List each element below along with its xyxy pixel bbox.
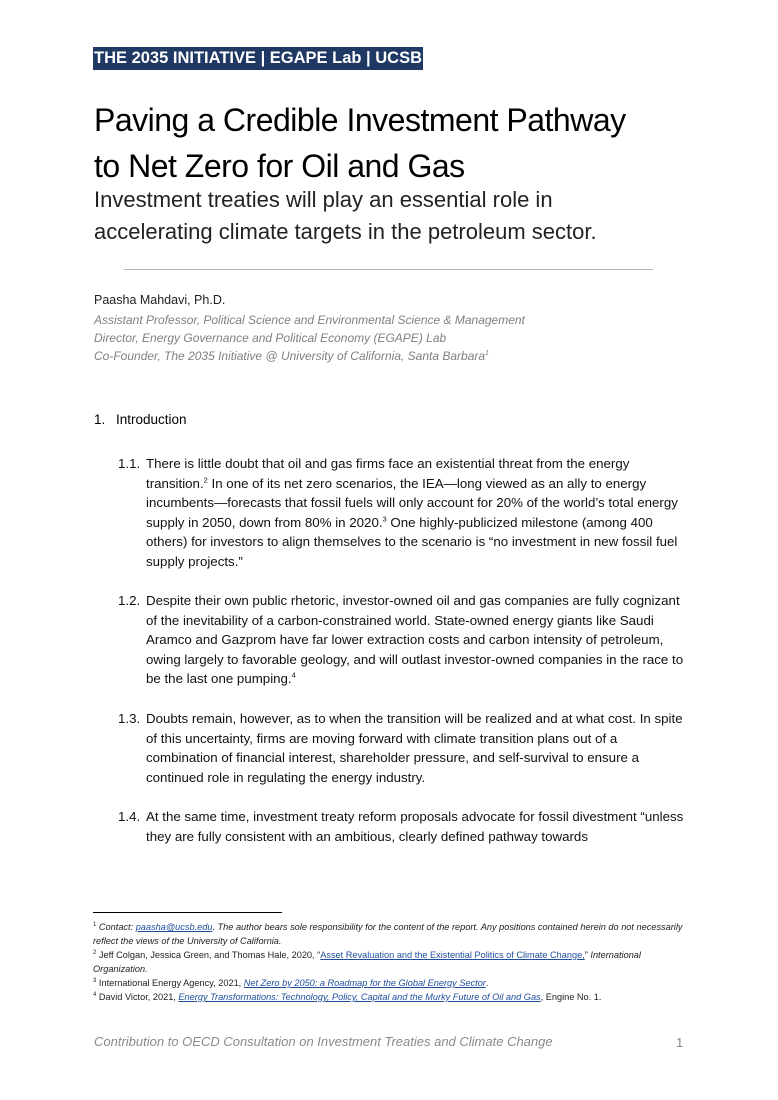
paragraph-1-1 [118,454,688,571]
footnote-italic: International Organization. [93,950,641,974]
footnote-label: Contact: [98,922,134,932]
footnote-text-a: David Victor, 2021, [98,992,179,1002]
author-role-3-text: Co-Founder, The 2035 Initiative @ University of California, Santa Barbara [94,349,486,363]
paragraph-text: At the same time, investment treaty reform proposals advocate for fossil divestment “unless they are fully consistent with an ambitious, clearly defined pathway towards [146,809,684,844]
section-title: Introduction [116,412,187,427]
paragraph-text [118,591,688,689]
title-line-2: to Net Zero for Oil and Gas [94,148,465,184]
paragraph-text-a: Despite their own public rhetoric, investor-owned oil and gas companies are fully cognizant of the inevitability of a carbon-constrained world. State-owned energy giants like Saudi Aramco and Gazprom have far lower extraction costs and carbon intensity of petroleum, owing largely to favorable geology, and will outlast investor-owned companies in the race to be the last one pumping. [146,593,684,686]
footnote-marker: 1 [93,921,97,928]
header-banner: THE 2035 INITIATIVE | EGAPE Lab | UCSB [93,47,423,70]
document-subtitle [94,184,734,248]
page-footer: Contribution to OECD Consultation on Investment Treaties and Climate Change [94,1034,553,1049]
paragraph-1-3 [118,709,688,787]
author-role-3 [94,349,489,363]
footnote-marker: 4 [93,991,97,998]
footnote-text-a: International Energy Agency, 2021, [98,978,244,988]
paragraph-text [118,454,688,571]
document-title [94,97,734,189]
paragraph-number: 1.2. [118,593,141,608]
footnote-text-b: , Engine No. 1. [540,992,602,1002]
footnote-4 [93,991,693,1005]
footnote-1 [93,921,693,949]
footnote-ref-2[interactable]: 2 [203,475,208,485]
email-link[interactable]: paasha@ucsb.edu [135,922,213,932]
author-role-1: Assistant Professor, Political Science and Environmental Science & Management [94,313,525,327]
subtitle-line-2: accelerating climate targets in the petroleum sector. [94,219,597,244]
section-number: 1. [94,412,106,427]
footnote-text-a: Jeff Colgan, Jessica Green, and Thomas Hale, 2020, “ [98,950,321,960]
footnote-ref-1[interactable]: 1 [485,350,489,357]
section-heading [94,412,187,427]
author-role-2: Director, Energy Governance and Political Economy (EGAPE) Lab [94,331,447,345]
paragraph-number: 1.1. [118,456,141,471]
footnote-text: . The author bears sole responsibility for the content of the report. Any positions contained herein do not necessarily reflect the views of the University of California. [93,922,683,946]
title-line-1: Paving a Credible Investment Pathway [94,102,626,138]
citation-link[interactable]: Net Zero by 2050: a Roadmap for the Global Energy Sector [243,978,486,988]
footnote-ref-4[interactable]: 4 [291,670,296,680]
paragraph-number: 1.3. [118,711,141,726]
paragraph-1-4 [118,807,688,846]
footnote-marker: 2 [93,949,97,956]
author-name: Paasha Mahdavi, Ph.D. [94,293,226,307]
paragraph-1-2 [118,591,688,689]
subtitle-line-1: Investment treaties will play an essential role in [94,187,553,212]
footnote-text-b: ” [584,950,591,960]
citation-link[interactable]: Asset Revaluation and the Existential Politics of Climate Change, [320,950,585,960]
page-number: 1 [676,1035,684,1050]
paragraph-text-b: In one of its net zero scenarios, the IEA—long viewed as an ally to energy incumbents—forecasts that fossil fuels will only account for 20% of the world’s total energy supply in 2050, down from 80% in 2020. [146,475,678,530]
footnote-text-b: . [485,978,489,988]
footnote-2 [93,949,693,977]
citation-link[interactable]: Energy Transformations: Technology, Policy, Capital and the Murky Future of Oil and Gas [178,992,541,1002]
paragraph-number: 1.4. [118,809,141,824]
paragraph-text-c: One highly-publicized milestone (among 400 others) for investors to align themselves to the scenario is “no investment in new fossil fuel supply projects.” [146,514,678,569]
paragraph-text: Doubts remain, however, as to when the transition will be realized and at what cost. In spite of this uncertainty, firms are moving forward with climate transition plans out of a combination of financial interest, shareholder pressure, and self-survival to ensure a continued role in regulating the energy industry. [146,711,683,785]
footnote-3 [93,977,693,991]
footnote-ref-3[interactable]: 3 [382,514,387,524]
footnote-marker: 3 [93,977,97,984]
title-divider [124,269,653,270]
footnote-divider [93,912,282,913]
paragraph-text-a: There is little doubt that oil and gas firms face an existential threat from the energy transition. [146,456,630,491]
